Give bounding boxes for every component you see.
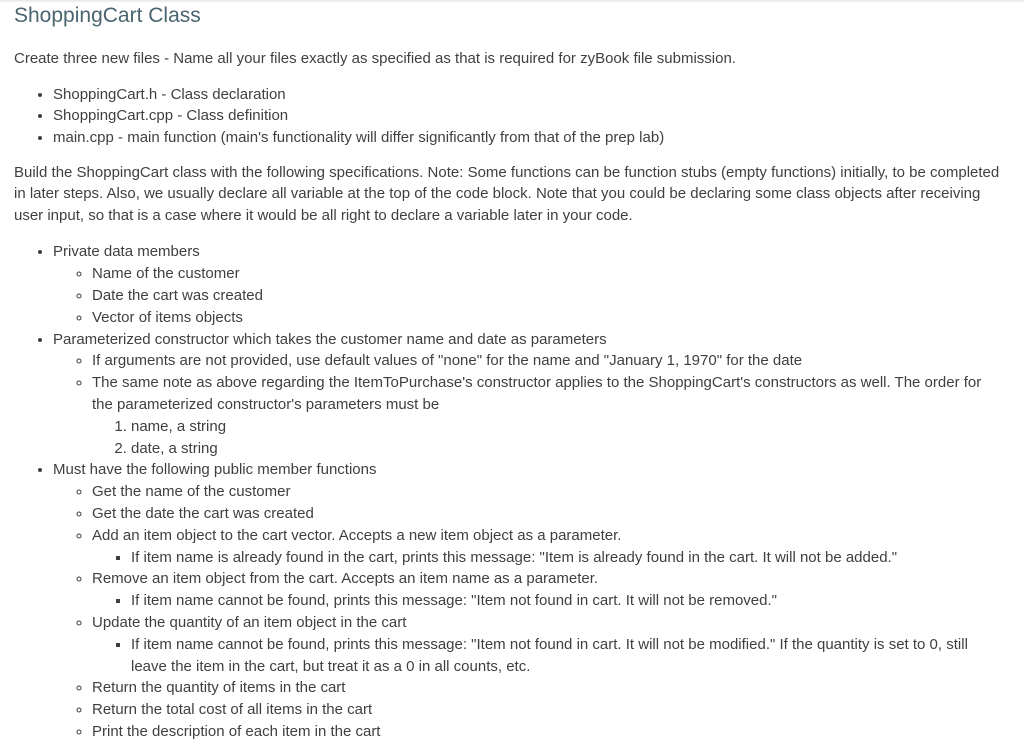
files-list	[14, 84, 1004, 149]
constructor-note-item: ◦ If arguments are not provided, use default values of "none" for the name and "January 1, 1970" for the date	[92, 350, 1004, 372]
description-paragraph: Build the ShoppingCart class with the following specifications. Note: Some functions can be function stubs (empty functions) initially, to be completed in later steps. Also, we usually declare all variable at the top of the code block. Note that you could be declaring some class objects after receiving user input, so that is a case where it would be all right to declare a variable later in your code.	[14, 163, 1000, 224]
function-remove-item	[92, 568, 1004, 612]
add-item-notes	[92, 547, 1004, 569]
remove-item-notes	[92, 590, 1004, 612]
file-item-main: • main.cpp - main function (main's functionality will differ significantly from that of the prep lab)	[53, 127, 1004, 149]
spec-constructor	[53, 329, 1004, 460]
constructor-notes-list	[53, 350, 1004, 459]
file-item-header: • ShoppingCart.h - Class declaration	[53, 84, 1004, 106]
constructor-params-list	[92, 416, 1004, 460]
function-get-date: ◦ Get the date the cart was created	[92, 503, 1004, 525]
private-member-item: ◦ Name of the customer	[92, 263, 1004, 285]
function-update-quantity-text: Update the quantity of an item object in the cart	[92, 613, 407, 631]
spec-public-functions	[53, 459, 1004, 742]
function-add-item-text: Add an item object to the cart vector. Accepts a new item object as a parameter.	[92, 526, 622, 544]
function-get-name: ◦ Get the name of the customer	[92, 481, 1004, 503]
function-get-quantity: ◦ Return the quantity of items in the cart	[92, 677, 1004, 699]
document-content	[14, 0, 1004, 743]
file-item-source: • ShoppingCart.cpp - Class definition	[53, 105, 1004, 127]
add-item-note: ▪ If item name is already found in the cart, prints this message: "Item is already found in the cart. It will not be added."	[131, 547, 1004, 569]
constructor-param-item: 1. name, a string	[131, 416, 1004, 438]
function-add-item	[92, 525, 1004, 569]
private-member-item: ◦ Vector of items objects	[92, 307, 1004, 329]
spec-private-label: Private data members	[53, 243, 200, 261]
constructor-order-note: The same note as above regarding the ItemToPurchase's constructor applies to the ShoppingCart's constructors as well. The order for the parameterized constructor's parameters must be	[92, 374, 982, 413]
function-print-description: ◦ Print the description of each item in the cart	[92, 721, 1004, 743]
constructor-param-item: 2. date, a string	[131, 438, 1004, 460]
update-quantity-note: ▪ If item name cannot be found, prints this message: "Item not found in cart. It will not be modified." If the quantity is set to 0, still leave the item in the cart, but treat it as a 0 in all counts, etc.	[131, 634, 1004, 678]
intro-paragraph: Create three new files - Name all your files exactly as specified as that is required for zyBook file submission.	[14, 50, 736, 67]
page-title: ShoppingCart Class	[14, 4, 201, 27]
remove-item-note: ▪ If item name cannot be found, prints this message: "Item not found in cart. It will not be removed."	[131, 590, 1004, 612]
function-update-quantity	[92, 612, 1004, 677]
function-remove-item-text: Remove an item object from the cart. Accepts an item name as a parameter.	[92, 570, 599, 588]
specs-list	[14, 241, 1004, 742]
spec-public-label: Must have the following public member functions	[53, 461, 377, 479]
update-quantity-notes	[92, 634, 1004, 678]
public-functions-list	[53, 481, 1004, 743]
function-get-total-cost: ◦ Return the total cost of all items in the cart	[92, 699, 1004, 721]
constructor-note-item	[92, 372, 1004, 459]
spec-private-members	[53, 241, 1004, 328]
private-member-item: ◦ Date the cart was created	[92, 285, 1004, 307]
private-members-list	[53, 263, 1004, 328]
spec-constructor-label: Parameterized constructor which takes the customer name and date as parameters	[53, 330, 607, 348]
